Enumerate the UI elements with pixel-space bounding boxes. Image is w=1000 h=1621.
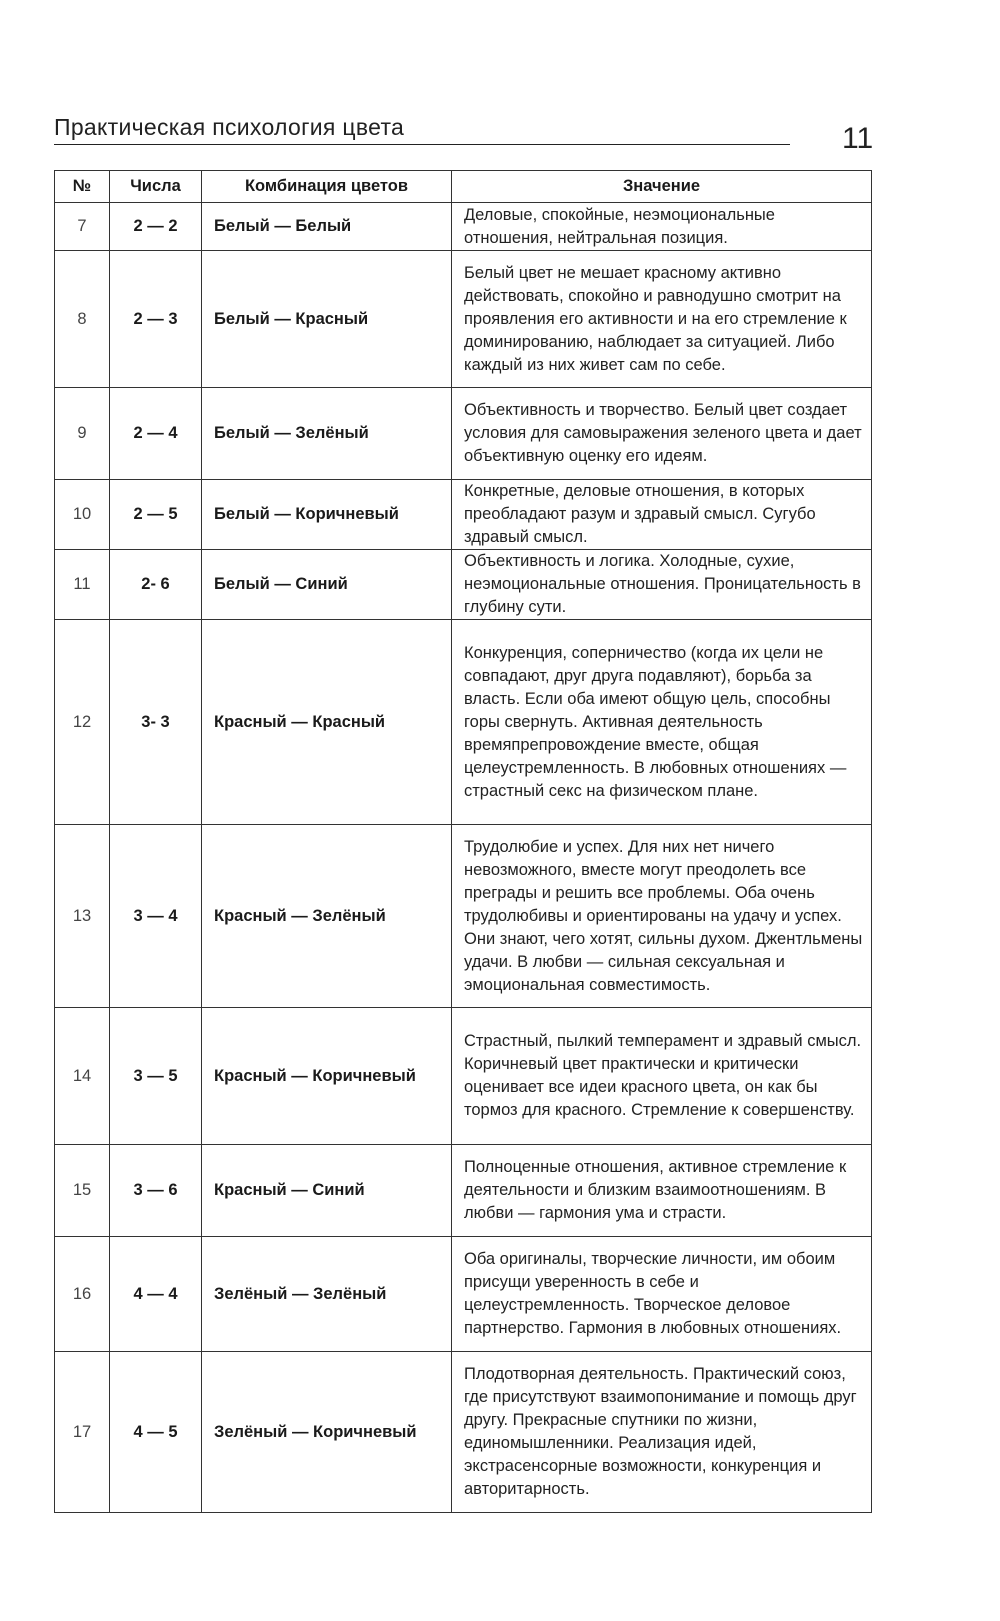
column-header-number: №	[55, 171, 110, 203]
page-number: 11	[842, 122, 874, 155]
row-meaning: Полноценные отношения, активное стремление к деятельности и близким взаимоотношениям. В любви — гармония ума и страсти.	[452, 1145, 872, 1237]
row-numbers: 3- 3	[110, 620, 202, 825]
row-numbers: 3 — 4	[110, 825, 202, 1008]
table-row	[55, 203, 872, 251]
table-row	[55, 620, 872, 825]
row-meaning: Деловые, спокойные, неэмоциональные отношения, нейтральная позиция.	[452, 203, 872, 251]
row-combination: Белый — Белый	[202, 203, 452, 251]
row-number: 9	[55, 388, 110, 480]
table-row	[55, 1237, 872, 1352]
table-row	[55, 480, 872, 550]
table-row	[55, 388, 872, 480]
table-row	[55, 825, 872, 1008]
row-number: 14	[55, 1008, 110, 1145]
row-meaning: Объективность и творчество. Белый цвет создает условия для самовыражения зеленого цвета и дает объективную оценку его идеям.	[452, 388, 872, 480]
row-meaning: Трудолюбие и успех. Для них нет ничего невозможного, вместе могут преодолеть все преграды и решить все проблемы. Оба очень трудолюбивы и ориентированы на удачу и успех. Они знают, чего хотят, сильны духом. Джентльмены удачи. В любви — сильная сексуальная и эмоциональная совместимость.	[452, 825, 872, 1008]
table-row	[55, 550, 872, 620]
row-meaning: Объективность и логика. Холодные, сухие, неэмоциональные отношения. Проницательность в глубину сути.	[452, 550, 872, 620]
row-numbers: 2- 6	[110, 550, 202, 620]
row-numbers: 4 — 4	[110, 1237, 202, 1352]
row-combination: Зелёный — Коричневый	[202, 1352, 452, 1513]
column-header-meaning: Значение	[452, 171, 872, 203]
row-number: 15	[55, 1145, 110, 1237]
row-number: 10	[55, 480, 110, 550]
row-meaning: Конкретные, деловые отношения, в которых преобладают разум и здравый смысл. Сугубо здравый смысл.	[452, 480, 872, 550]
row-number: 12	[55, 620, 110, 825]
row-number: 13	[55, 825, 110, 1008]
row-meaning: Конкуренция, соперничество (когда их цели не совпадают, друг друга подавляют), борьба за власть. Если оба имеют общую цель, способны горы свернуть. Активная деятельность времяпрепровождение вместе, общая целеустремленность. В любовных отношениях — страстный секс на физическом плане.	[452, 620, 872, 825]
row-combination: Красный — Зелёный	[202, 825, 452, 1008]
row-number: 17	[55, 1352, 110, 1513]
table-header-row	[55, 171, 872, 203]
row-numbers: 2 — 3	[110, 251, 202, 388]
row-combination: Красный — Коричневый	[202, 1008, 452, 1145]
row-combination: Белый — Синий	[202, 550, 452, 620]
row-numbers: 4 — 5	[110, 1352, 202, 1513]
row-combination: Белый — Зелёный	[202, 388, 452, 480]
row-numbers: 3 — 6	[110, 1145, 202, 1237]
row-numbers: 2 — 5	[110, 480, 202, 550]
table-row	[55, 1145, 872, 1237]
table-row	[55, 1008, 872, 1145]
color-combination-table	[54, 170, 872, 1513]
row-combination: Белый — Коричневый	[202, 480, 452, 550]
column-header-numbers: Числа	[110, 171, 202, 203]
row-number: 16	[55, 1237, 110, 1352]
row-meaning: Оба оригиналы, творческие личности, им обоим присущи уверенность в себе и целеустремленность. Творческое деловое партнерство. Гармония в любовных отношениях.	[452, 1237, 872, 1352]
row-combination: Зелёный — Зелёный	[202, 1237, 452, 1352]
table-row	[55, 1352, 872, 1513]
row-number: 7	[55, 203, 110, 251]
running-title: Практическая психология цвета	[54, 114, 790, 145]
row-numbers: 3 — 5	[110, 1008, 202, 1145]
row-number: 11	[55, 550, 110, 620]
row-meaning: Белый цвет не мешает красному активно действовать, спокойно и равнодушно смотрит на проявления его активности и на его стремление к доминированию, наблюдает за ситуацией. Либо каждый из них живет сам по себе.	[452, 251, 872, 388]
row-combination: Красный — Красный	[202, 620, 452, 825]
row-combination: Белый — Красный	[202, 251, 452, 388]
row-numbers: 2 — 2	[110, 203, 202, 251]
row-numbers: 2 — 4	[110, 388, 202, 480]
column-header-combination: Комбинация цветов	[202, 171, 452, 203]
row-number: 8	[55, 251, 110, 388]
table-row	[55, 251, 872, 388]
row-combination: Красный — Синий	[202, 1145, 452, 1237]
row-meaning: Плодотворная деятельность. Практический союз, где присутствуют взаимопонимание и помощь друг другу. Прекрасные спутники по жизни, единомышленники. Реализация идей, экстрасенсорные возможности, конкуренция и авторитарность.	[452, 1352, 872, 1513]
row-meaning: Страстный, пылкий темперамент и здравый смысл. Коричневый цвет практически и критически оценивает все идеи красного цвета, он как бы тормоз для красного. Стремление к совершенству.	[452, 1008, 872, 1145]
